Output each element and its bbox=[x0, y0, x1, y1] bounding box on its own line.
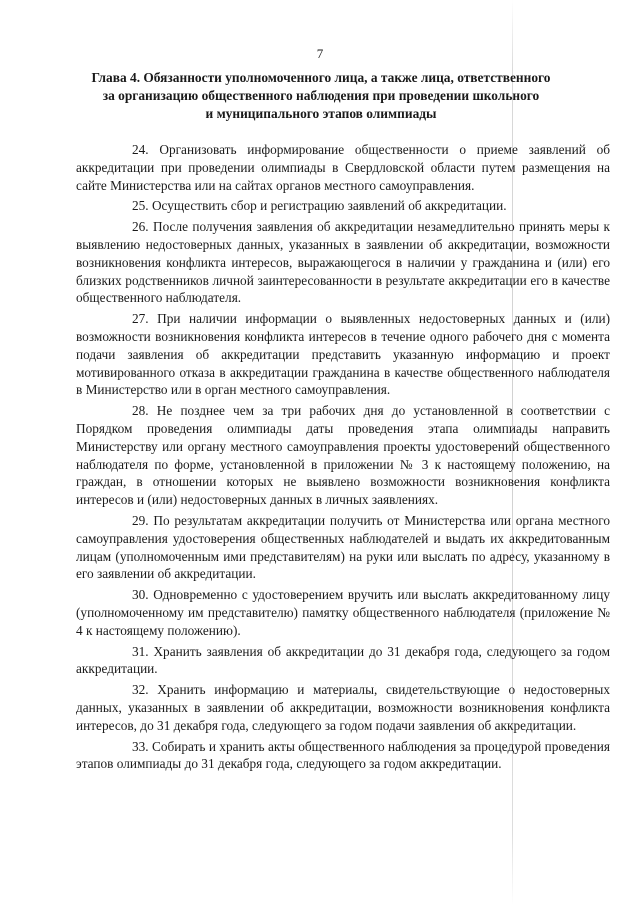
paragraph-item-28: 28. Не позднее чем за три рабочих дня до установленной в соответствии с Порядком проведения олимпиады даты проведения этапа олимпиады направить Министерству или органу местного самоуправления проекты удостоверений общественного наблюдателя по форме, установленной в приложении № 3 к настоящему положению, на граждан, в отношении которых не выявлено возможности возникновения конфликта интересов и (или) недостоверных данных в личных заявлениях. bbox=[76, 403, 610, 508]
paragraph-item-30: 30. Одновременно с удостоверением вручить или выслать аккредитованному лицу (уполномоченному им представителю) памятку общественного наблюдателя (приложение № 4 к настоящему положению). bbox=[76, 587, 610, 638]
paragraph-item-31: 31. Хранить заявления об аккредитации до 31 декабря года, следующего за годом аккредитации. bbox=[76, 643, 610, 677]
paragraph-item-25: 25. Осуществить сбор и регистрацию заявлений об аккредитации. bbox=[132, 198, 507, 214]
paragraph-item-26: 26. После получения заявления об аккредитации незамедлительно принять меры к выявлению недостоверных данных, указанных в заявлении об аккредитации, возможности возникновения конфликта интересов, выражающегося в наличии у гражданина и (или) его близких родственников личной заинтересованности в результате аккредитации его в качестве общественного наблюдателя. bbox=[76, 219, 610, 306]
chapter-heading-line: Глава 4. Обязанности уполномоченного лица, а также лица, ответственного bbox=[91, 70, 551, 85]
paragraph-item-24: 24. Организовать информирование общественности о приеме заявлений об аккредитации при проведении олимпиады в Свердловской области путем размещения на сайте Министерства или на сайтах органов местного самоуправления. bbox=[76, 142, 610, 193]
chapter-heading-line: и муниципального этапов олимпиады bbox=[205, 106, 437, 121]
document-body bbox=[76, 141, 610, 773]
paragraph-item-33: 33. Собирать и хранить акты общественного наблюдения за процедурой проведения этапов олимпиады до 31 декабря года, следующего за годом аккредитации. bbox=[76, 738, 610, 772]
paragraph-item-32: 32. Хранить информацию и материалы, свидетельствующие о недостоверных данных, указанных в заявлении об аккредитации, возможности возникновения конфликта интересов, до 31 декабря года, следующего за годом подачи заявления об аккредитации. bbox=[76, 682, 610, 733]
paragraph-item-29: 29. По результатам аккредитации получить от Министерства или органа местного самоуправления удостоверения общественных наблюдателей и выдать их аккредитованным лицам (уполномоченным ими представителям) на руки или выслать по адресу, указанному в его заявлении об аккредитации. bbox=[76, 512, 610, 582]
chapter-heading bbox=[86, 69, 556, 123]
page-number: 7 bbox=[316, 46, 324, 61]
chapter-heading-line: за организацию общественного наблюдения при проведении школьного bbox=[102, 88, 540, 103]
paragraph-item-27: 27. При наличии информации о выявленных недостоверных данных и (или) возможности возникновения конфликта интересов в течение одного рабочего дня с момента подачи заявления об аккредитации представить указанную информацию и проект мотивированного отказа в аккредитации гражданина в качестве общественного наблюдателя в Министерство или в орган местного самоуправления. bbox=[76, 311, 610, 398]
